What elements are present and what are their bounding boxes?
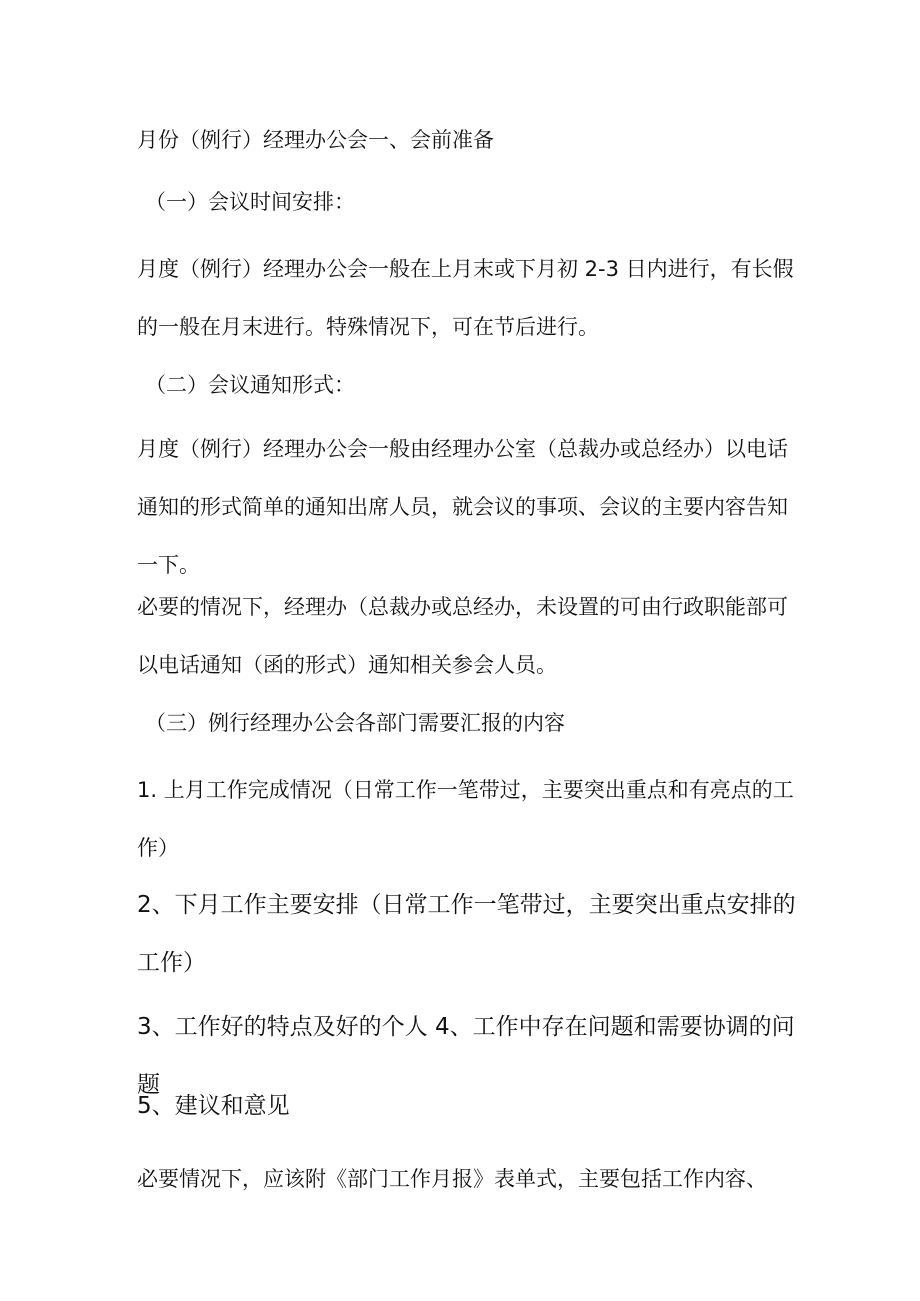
- section2-heading: （二）会议通知形式：: [145, 373, 355, 397]
- section1-heading: （一）会议时间安排：: [145, 190, 355, 214]
- list-item-2: 2、下月工作主要安排（日常工作一笔带过，主要突出重点安排的工作）: [137, 892, 796, 976]
- section2-body-necessary: 必要的情况下，经理办（总裁办或总经办，未设置的可由行政职能部可以电话通知（函的形式）通知相关参会人员。: [137, 595, 788, 677]
- section1-body: 月度（例行）经理办公会一般在上月末或下月初 2-3 日内进行，有长假的一般在月末进行。特殊情况下，可在节后进行。: [137, 257, 794, 339]
- section3-heading: （三）例行经理办公会各部门需要汇报的内容: [145, 711, 565, 735]
- list-item-1: 1. 上月工作完成情况（日常工作一笔带过，主要突出重点和有亮点的工作）: [137, 778, 794, 860]
- document-title: 月份（例行）经理办公会一、会前准备: [137, 128, 494, 152]
- list-item-3-4: 3、工作好的特点及好的个人 4、工作中存在问题和需要协调的问题: [137, 1014, 795, 1098]
- list-item-5: 5、建议和意见: [137, 1093, 290, 1119]
- section2-body-notice: 月度（例行）经理办公会一般由经理办公室（总裁办或总经办）以电话通知的形式简单的通知出席人员，就会议的事项、会议的主要内容告知一下。: [137, 437, 788, 577]
- closing-paragraph: 必要情况下，应该附《部门工作月报》表单式，主要包括工作内容、: [137, 1167, 767, 1191]
